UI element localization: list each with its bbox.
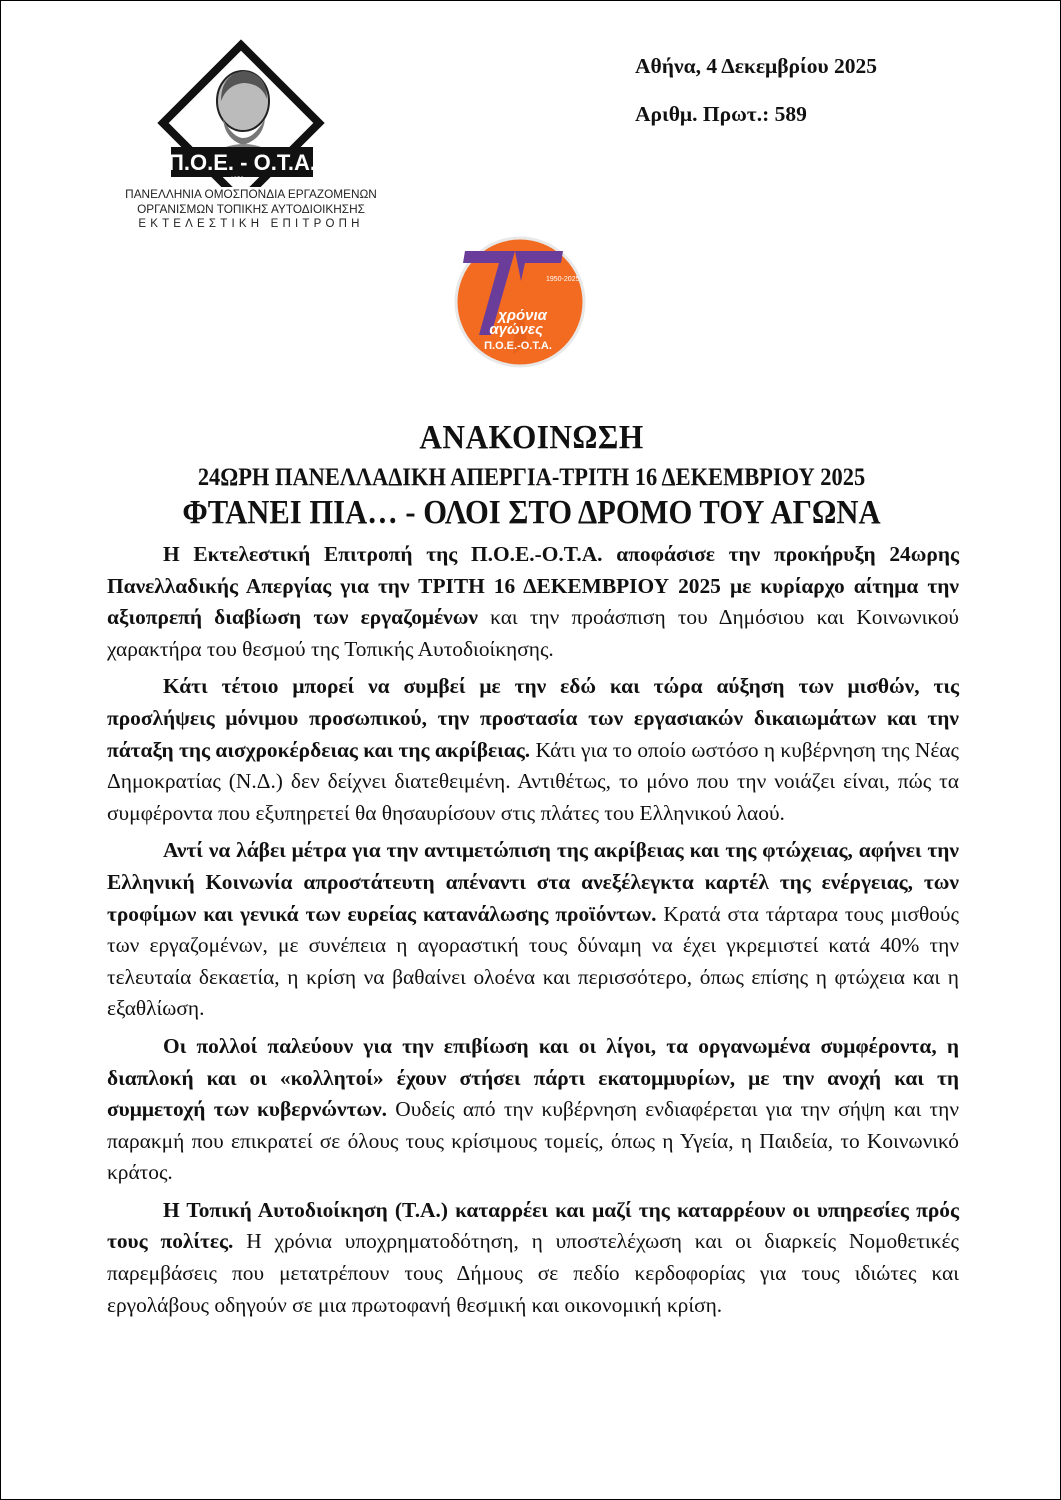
paragraph-1-bold: Η Εκτελεστική Επιτροπή της Π.Ο.Ε.-Ο.Τ.Α. αποφάσισε την προκήρυξη 24ωρης Πανελλαδικής Απεργίας για την ΤΡΙΤΗ 16 ΔΕΚΕΜΒΡΙΟΥ 2025 με κυρίαρχο αίτημα την αξιοπρεπή διαβίωση των εργαζομένων — [107, 542, 959, 630]
anniversary-line1: χρόνια — [498, 307, 547, 324]
paragraph-5-bold: Η Τοπική Αυτοδιοίκηση (Τ.Α.) καταρρέει και μαζί της καταρρέουν οι υπηρεσίες πρός τους πολίτες. — [107, 1197, 959, 1254]
anniversary-75-logo-icon — [453, 235, 587, 369]
document-meta — [635, 53, 877, 149]
poe-ota-emblem-icon — [151, 39, 331, 187]
paragraph-2-bold: Κάτι τέτοιο μπορεί να συμβεί με την εδώ και τώρα αύξηση των μισθών, τις προσλήψεις μόνιμου προσωπικού, την προστασία των εργασιακών δικαιωμάτων και την πάταξη της αισχροκέρδειας και της ακρίβειας. — [107, 674, 959, 762]
paragraph-4 — [107, 1031, 959, 1189]
protocol-number: Αριθμ. Πρωτ.: 589 — [635, 102, 807, 126]
paragraph-2 — [107, 671, 959, 829]
paragraph-1 — [107, 539, 959, 665]
org-name-line2: ΟΡΓΑΝΙΣΜΩΝ ΤΟΠΙΚΗΣ ΑΥΤΟΔΙΟΙΚΗΣΗΣ — [137, 202, 365, 216]
announcement-body — [107, 539, 959, 1327]
svg-text:1950: 1950 — [230, 177, 244, 183]
org-name — [101, 187, 401, 232]
emblem-text: Π.Ο.Ε. - Ο.Τ.Α. — [168, 150, 316, 175]
paragraph-3 — [107, 835, 959, 1025]
paragraph-5-text: Η χρόνια υποχρηματοδότηση, η υποστελέχωση και οι διαρκείς Νομοθετικές παρεμβάσεις που μετατρέπουν τους Δήμους σε πεδίο κερδοφορίας για τους ιδιώτες και εργολάβους οδηγούν σε μια πρωτοφανή θεσμική και οικονομική κρίση. — [107, 1229, 959, 1317]
anniversary-line3: Π.Ο.Ε.-Ο.Τ.Α. — [484, 340, 552, 352]
paragraph-2-text: Κάτι για το οποίο ωστόσο η κυβέρνηση της Νέας Δημοκρατίας (Ν.Δ.) δεν δείχνει διατεθειμένη. Αντιθέτως, το μόνο που την νοιάζει είναι, πώς τα συμφέροντα που εξυπηρετεί θα θησαυρίσουν στις πλάτες του Ελληνικού λαού. — [107, 737, 959, 825]
paragraph-4-bold: Οι πολλοί παλεύουν για την επιβίωση και οι λίγοι, τα οργανωμένα συμφέροντα, η διαπλοκή και οι «κολλητοί» έχουν στήσει πάρτι εκατομμυρίων, με την ανοχή και τη συμμετοχή των κυβερνώντων. — [107, 1033, 959, 1122]
org-name-line3: ΕΚΤΕΛΕΣΤΙΚΗ ΕΠΙΤΡΟΠΗ — [138, 218, 364, 230]
slogan-title: ΦΤΑΝΕΙ ΠΙΑ… - ΟΛΟΙ ΣΤΟ ΔΡΟΜΟ ΤΟΥ ΑΓΩΝΑ — [182, 494, 881, 531]
paragraph-3-bold: Αντί να λάβει μέτρα για την αντιμετώπιση της ακρίβειας και της φτώχειας, αφήνει την Ελληνική Κοινωνία απροστάτευτη απέναντι στα ανεξέλεγκτα καρτέλ της ενέργειας, των τροφίμων και γενικά των ευρείας κατανάλωσης προϊόντων. — [107, 838, 959, 926]
org-name-line1: ΠΑΝΕΛΛΗΝΙΑ ΟΜΟΣΠΟΝΔΙΑ ΕΡΓΑΖΟΜΕΝΩΝ — [125, 187, 377, 201]
place-date: Αθήνα, 4 Δεκεμβρίου 2025 — [635, 54, 878, 78]
paragraph-3-text: Κρατά στα τάρταρα τους μισθούς των εργαζομένων, με συνέπεια η αγοραστική τους δύναμη να έχει γκρεμιστεί κατά 40% την τελευταία δεκαετία, η κρίση να βαθαίνει ολοένα και περισσότερο, όπως επίσης η φτώχεια και η εξαθλίωση. — [107, 901, 959, 1021]
paragraph-1-text: και την προάσπιση του Δημόσιου και Κοινωνικού χαρακτήρα του θεσμού της Τοπικής Αυτοδιοίκησης. — [107, 605, 959, 661]
paragraph-5 — [107, 1195, 959, 1321]
anniversary-line2: αγώνες — [489, 321, 543, 338]
paragraph-4-text: Ουδείς από την κυβέρνηση ενδιαφέρεται για την σήψη και την παρακμή που επικρατεί σε όλους τους κρίσιμους τομείς, όπως η Υγεία, η Παιδεία, το Κοινωνικό κράτος. — [107, 1097, 959, 1185]
anniversary-years: 1950-2025 — [546, 276, 580, 283]
org-logo — [125, 39, 377, 239]
strike-subtitle: 24ΩΡΗ ΠΑΝΕΛΛΑΔΙΚΗ ΑΠΕΡΓΙΑ-ΤΡΙΤΗ 16 ΔΕΚΕΜΒΡΙΟΥ 2025 — [197, 462, 866, 491]
announcement-title: ΑΝΑΚΟΙΝΩΣΗ — [419, 419, 644, 456]
